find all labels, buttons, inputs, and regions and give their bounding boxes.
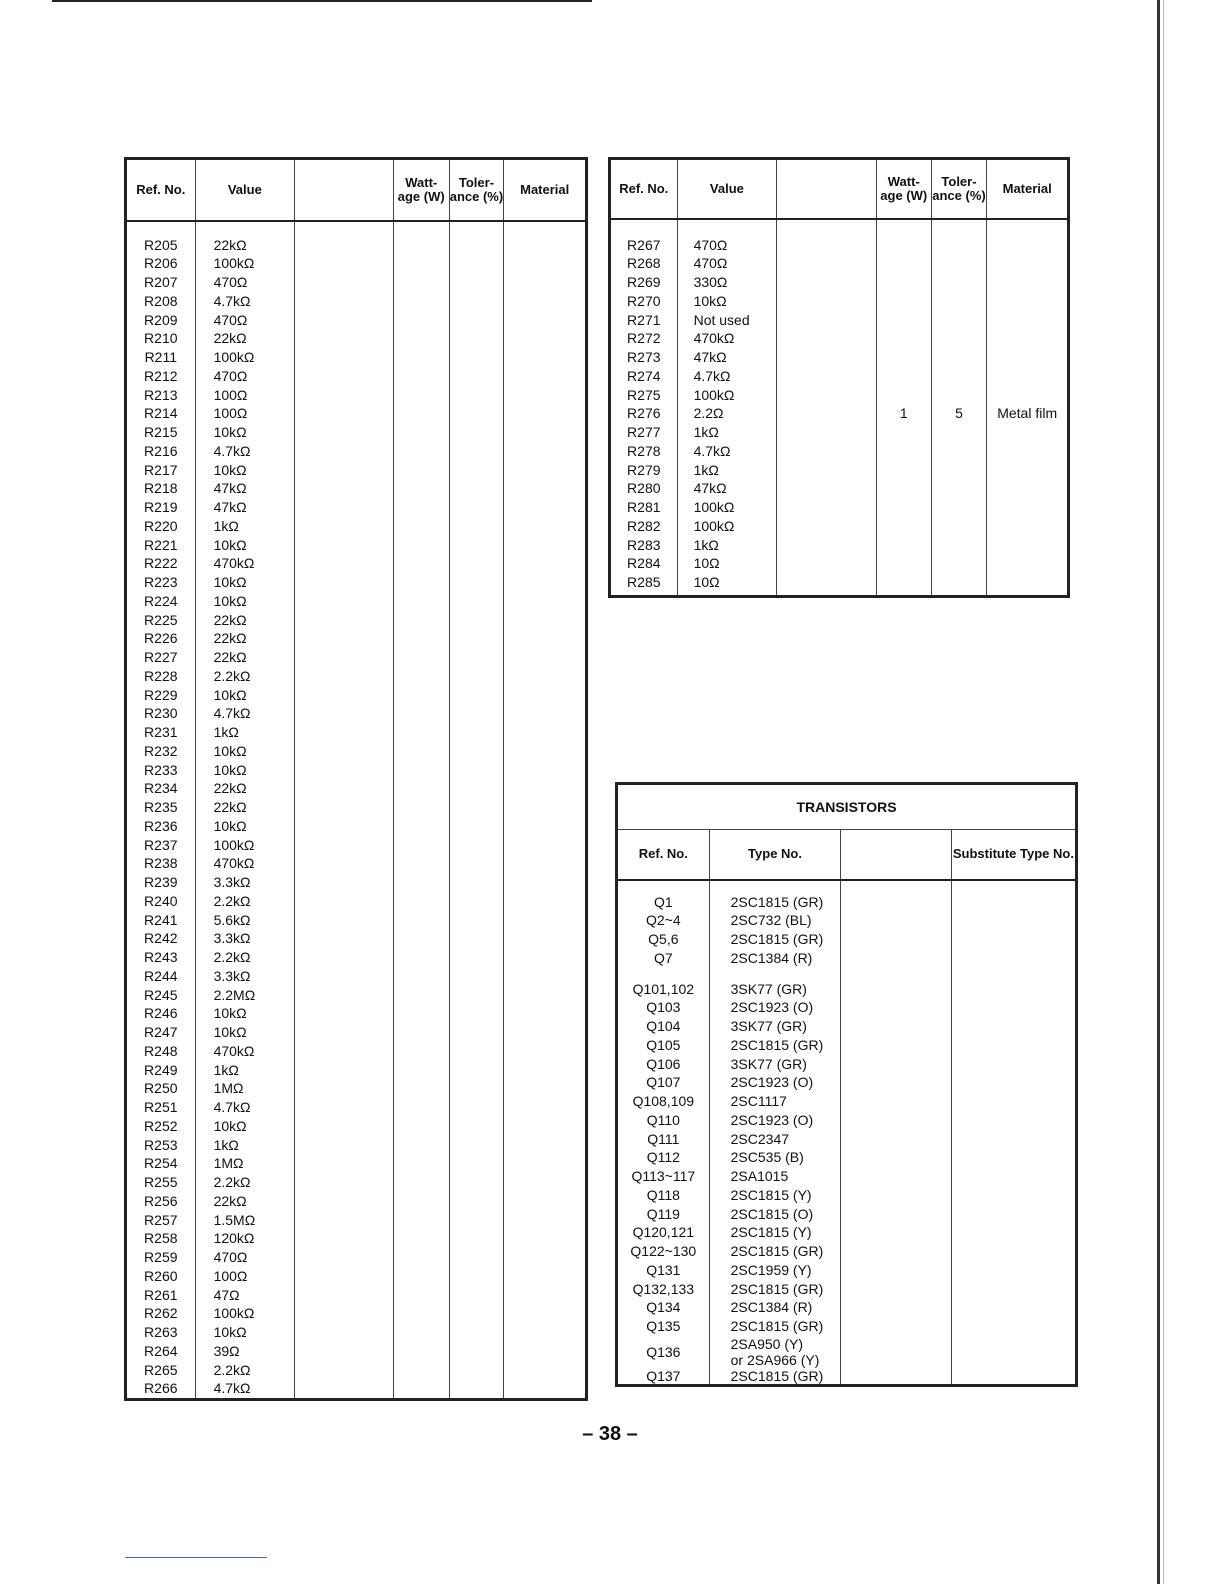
header-blank	[777, 159, 877, 219]
list-item: R254	[144, 1155, 178, 1172]
list-item: R284	[627, 555, 661, 572]
list-item: 22kΩ	[213, 780, 247, 797]
list-item: 100kΩ	[213, 349, 255, 365]
list-item: R267	[627, 236, 661, 253]
list-item: 470kΩ	[213, 1042, 255, 1059]
header-ref-no: Ref. No.	[126, 159, 196, 221]
ref-list-group1	[618, 893, 709, 968]
list-item: R230	[144, 705, 178, 722]
list-item: 2SC1923 (O)	[730, 1111, 814, 1128]
list-item: R247	[144, 1024, 178, 1040]
list-item: 2.2MΩ	[213, 986, 256, 1003]
list-item: 2SC1815 (Y)	[730, 1186, 812, 1203]
list-item: 4.7kΩ	[213, 1380, 251, 1397]
list-item: R232	[144, 742, 178, 759]
header-value: Value	[195, 159, 295, 221]
list-item: 47kΩ	[213, 499, 247, 515]
list-item: 2SC1815 (GR)	[730, 1036, 824, 1053]
list-item: R244	[144, 967, 178, 984]
list-item: R236	[144, 817, 178, 834]
list-item: R208	[144, 292, 178, 309]
blank-column	[295, 221, 394, 1400]
list-item: Q5,6	[648, 931, 679, 947]
list-item: 1kΩ	[213, 724, 239, 740]
list-item: R260	[144, 1267, 178, 1284]
list-item: 470kΩ	[693, 330, 735, 347]
ref-list	[127, 236, 195, 1399]
list-item: R275	[627, 386, 661, 403]
list-item: 4.7kΩ	[213, 705, 251, 722]
list-item: 22kΩ	[213, 236, 247, 253]
list-item: R251	[144, 1099, 178, 1115]
list-item: 2SC1117	[730, 1093, 787, 1109]
list-item: 2SC1959 (Y)	[730, 1261, 812, 1278]
list-item: R235	[144, 799, 178, 815]
list-item: R272	[627, 330, 661, 347]
list-item: 330Ω	[693, 274, 728, 290]
list-item: 3.3kΩ	[213, 930, 251, 947]
list-item: 4.7kΩ	[213, 1099, 251, 1115]
list-item: R285	[627, 574, 661, 590]
list-item: 2SC1815 (O)	[730, 1205, 814, 1222]
table-body-row	[617, 880, 1077, 1386]
list-item: 22kΩ	[213, 630, 247, 647]
list-item: 2SC1815 (GR)	[730, 931, 824, 947]
list-item: 1kΩ	[213, 1061, 239, 1078]
list-item: R214	[144, 405, 178, 422]
list-item: 10Ω	[693, 574, 720, 590]
list-item: Q112	[646, 1149, 680, 1166]
list-item: 2SC1923 (O)	[730, 1074, 814, 1091]
ref-list	[611, 236, 677, 592]
list-item: 2SC1815 (GR)	[730, 1243, 824, 1259]
list-item: Q108,109	[632, 1093, 695, 1109]
list-item: R273	[627, 349, 661, 365]
table-title-row	[617, 784, 1077, 830]
list-item: R225	[144, 611, 178, 628]
table-header-row	[126, 159, 587, 221]
bottom-rule	[125, 1557, 267, 1558]
list-item: 10kΩ	[213, 461, 247, 478]
r276-tolerance: 5	[955, 404, 963, 421]
blank-column	[841, 880, 951, 1386]
list-item: R249	[144, 1061, 178, 1078]
list-item: R215	[144, 424, 178, 440]
resistor-table-left	[124, 157, 588, 1401]
list-item: Q106	[646, 1055, 681, 1072]
list-item: R217	[144, 461, 178, 478]
list-item: Q120,121	[632, 1224, 695, 1241]
top-rule	[52, 0, 592, 2]
header-material: Material	[504, 159, 587, 221]
list-item: Q105	[646, 1036, 681, 1053]
list-item: R281	[627, 499, 661, 515]
list-item: Q134	[646, 1299, 681, 1316]
list-item: R216	[144, 442, 178, 459]
list-item: 2SC1815 (GR)	[730, 1280, 824, 1297]
list-item: 1kΩ	[693, 424, 719, 440]
q136-type-line1: 2SA950 (Y)	[730, 1335, 804, 1352]
list-item: 1kΩ	[213, 517, 239, 534]
list-item: R209	[144, 311, 178, 328]
list-item: R238	[144, 855, 178, 872]
list-item: 10kΩ	[213, 1005, 247, 1022]
list-item: 10kΩ	[213, 686, 247, 703]
list-item: Q110	[646, 1111, 680, 1128]
list-item: R264	[144, 1342, 178, 1359]
list-item: 47Ω	[213, 1286, 240, 1303]
list-item: 10kΩ	[213, 1324, 247, 1340]
list-item: 3SK77 (GR)	[730, 1018, 807, 1034]
list-item: 2SC1384 (R)	[730, 949, 813, 966]
list-item: R205	[144, 236, 178, 253]
list-item: R271	[627, 311, 661, 328]
list-item: Q118	[646, 1186, 680, 1203]
list-item: R282	[627, 517, 661, 534]
page-number: – 38 –	[582, 1423, 638, 1445]
list-item: R206	[144, 255, 178, 272]
header-wattage: Watt- age (W)	[876, 159, 931, 219]
list-item: 100Ω	[213, 1267, 248, 1284]
list-item: 1kΩ	[693, 461, 719, 478]
list-item: R212	[144, 367, 178, 384]
list-item: 10Ω	[693, 555, 720, 572]
list-item: Q113~117	[631, 1168, 696, 1184]
list-item: 2SC1815 (GR)	[730, 893, 824, 910]
list-item: R211	[144, 349, 177, 365]
list-item: R253	[144, 1136, 178, 1153]
list-item: R229	[144, 686, 178, 703]
scan-edge	[1157, 0, 1160, 1584]
list-item: R257	[144, 1211, 178, 1228]
list-item: Q119	[646, 1205, 680, 1222]
list-item: Not used	[693, 311, 750, 328]
list-item: 10kΩ	[213, 574, 247, 590]
list-item: R270	[627, 292, 661, 309]
type-list-group2	[731, 980, 841, 1336]
list-item: 2.2kΩ	[213, 1174, 251, 1190]
list-item: R224	[144, 592, 178, 609]
list-item: 10kΩ	[213, 761, 247, 778]
list-item: Q2~4	[646, 912, 681, 929]
list-item: R240	[144, 892, 178, 909]
list-item: 47kΩ	[693, 480, 727, 497]
list-item: 2SC732 (BL)	[730, 912, 812, 929]
list-item: 10kΩ	[213, 742, 247, 759]
list-item: R256	[144, 1192, 178, 1209]
list-item: R266	[144, 1380, 178, 1397]
list-item: 470kΩ	[213, 855, 255, 872]
header-ref-no: Ref. No.	[617, 830, 710, 880]
list-item: 22kΩ	[213, 330, 247, 347]
list-item: 470Ω	[693, 236, 728, 253]
list-item: R234	[144, 780, 178, 797]
list-item: R222	[144, 555, 178, 572]
list-item: 120kΩ	[213, 1230, 255, 1247]
list-item: 10kΩ	[693, 292, 727, 309]
list-item: Q122~130	[630, 1243, 697, 1259]
value-list	[214, 236, 295, 1399]
list-item: 470Ω	[213, 274, 248, 290]
header-type-no: Type No.	[709, 830, 841, 880]
list-item: R262	[144, 1305, 178, 1322]
list-item: R239	[144, 874, 178, 890]
list-item: R280	[627, 480, 661, 497]
header-wattage: Watt- age (W)	[393, 159, 449, 221]
list-item: 2.2kΩ	[213, 1361, 251, 1378]
table-body-row	[610, 219, 1069, 597]
list-item: 2SC1384 (R)	[730, 1299, 813, 1316]
list-item: 2SC1815 (GR)	[730, 1318, 824, 1334]
list-item: 470Ω	[213, 367, 248, 384]
list-item: Q101,102	[632, 980, 695, 997]
scan-edge-shadow	[1163, 0, 1164, 1584]
list-item: 10kΩ	[213, 424, 247, 440]
list-item: 4.7kΩ	[693, 442, 731, 459]
list-item: 100kΩ	[213, 836, 255, 853]
list-item: 470kΩ	[213, 555, 255, 572]
tolerance-column	[449, 221, 504, 1400]
r276-wattage: 1	[899, 404, 908, 421]
list-item: R220	[144, 517, 178, 534]
list-item: R261	[144, 1286, 178, 1303]
list-item: 1MΩ	[213, 1155, 244, 1172]
list-item: 2SC2347	[730, 1130, 790, 1147]
list-item: 2SC1815 (Y)	[730, 1224, 812, 1241]
list-item: 1MΩ	[213, 1080, 244, 1097]
type-list-group1	[731, 893, 841, 968]
list-item: R242	[144, 930, 178, 947]
list-item: 22kΩ	[213, 1192, 247, 1209]
list-item: 2.2kΩ	[213, 949, 251, 965]
list-item: R243	[144, 949, 178, 965]
list-item: Q107	[646, 1074, 681, 1091]
list-item: 100kΩ	[693, 517, 735, 534]
list-item: 2.2Ω	[693, 405, 724, 422]
list-item: 22kΩ	[213, 799, 247, 815]
list-item: Q7	[653, 949, 673, 966]
list-item: 1kΩ	[693, 536, 719, 553]
list-item: 100Ω	[213, 386, 248, 403]
table-body-row	[126, 221, 587, 1400]
list-item: 2SC1923 (O)	[730, 999, 814, 1016]
q136-ref: Q136	[646, 1343, 681, 1360]
list-item: R226	[144, 630, 178, 647]
wattage-column	[393, 221, 449, 1400]
list-item: R283	[627, 536, 661, 553]
list-item: 4.7kΩ	[213, 292, 251, 309]
q137-ref: Q137	[646, 1367, 681, 1384]
list-item: Q104	[646, 1018, 681, 1034]
header-tolerance: Toler- ance (%)	[931, 159, 987, 219]
list-item: 470Ω	[213, 311, 248, 328]
list-item: R227	[144, 649, 178, 665]
list-item: 100kΩ	[213, 1305, 255, 1322]
list-item: 1kΩ	[213, 1136, 239, 1153]
transistor-table	[615, 782, 1078, 1387]
list-item: R219	[144, 499, 178, 515]
list-item: 5.6kΩ	[213, 911, 251, 928]
list-item: R277	[627, 424, 661, 440]
r276-material: Metal film	[997, 404, 1058, 421]
list-item: R213	[144, 386, 178, 403]
header-substitute: Substitute Type No.	[951, 830, 1076, 880]
list-item: R279	[627, 461, 661, 478]
substitute-column	[951, 880, 1076, 1386]
list-item: 39Ω	[213, 1342, 240, 1359]
resistor-table-right	[608, 157, 1070, 598]
list-item: 10kΩ	[213, 536, 247, 553]
list-item: R221	[144, 536, 178, 553]
list-item: R223	[144, 574, 178, 590]
list-item: 47kΩ	[213, 480, 247, 497]
list-item: R250	[144, 1080, 178, 1097]
list-item: 4.7kΩ	[213, 442, 251, 459]
material-column	[504, 221, 587, 1400]
list-item: R237	[144, 836, 178, 853]
table-header-row	[610, 159, 1069, 219]
list-item: 10kΩ	[213, 1024, 247, 1040]
list-item: R269	[627, 274, 661, 290]
table-header-row	[617, 830, 1077, 880]
list-item: R263	[144, 1324, 178, 1340]
list-item: R241	[144, 911, 178, 928]
list-item: R218	[144, 480, 178, 497]
list-item: 3SK77 (GR)	[730, 980, 807, 997]
list-item: R265	[144, 1361, 178, 1378]
list-item: R278	[627, 442, 661, 459]
list-item: 470Ω	[693, 255, 728, 272]
list-item: Q111	[647, 1130, 680, 1147]
list-item: 100Ω	[213, 405, 248, 422]
header-tolerance: Toler- ance (%)	[449, 159, 504, 221]
list-item: Q132,133	[632, 1280, 695, 1297]
list-item: 100kΩ	[213, 255, 255, 272]
list-item: 10kΩ	[213, 592, 247, 609]
list-item: Q131	[646, 1261, 681, 1278]
q136-type-line2: or 2SA966 (Y)	[730, 1351, 820, 1368]
list-item: R252	[144, 1117, 178, 1134]
list-item: R231	[144, 724, 178, 740]
list-item: R207	[144, 274, 178, 290]
list-item: R248	[144, 1042, 178, 1059]
list-item: 3.3kΩ	[213, 874, 251, 890]
list-item: R246	[144, 1005, 178, 1022]
list-item: R255	[144, 1174, 178, 1190]
list-item: 470Ω	[213, 1249, 248, 1265]
list-item: R274	[627, 367, 661, 384]
list-item: 100kΩ	[693, 499, 735, 515]
list-item: R245	[144, 986, 178, 1003]
list-item: 22kΩ	[213, 611, 247, 628]
list-item: R258	[144, 1230, 178, 1247]
header-ref-no: Ref. No.	[610, 159, 678, 219]
transistors-title: TRANSISTORS	[617, 784, 1077, 830]
list-item: Q1	[653, 893, 673, 910]
list-item: 10kΩ	[213, 817, 247, 834]
header-material: Material	[987, 159, 1069, 219]
header-blank	[841, 830, 951, 880]
list-item: 3SK77 (GR)	[730, 1055, 807, 1072]
list-item: 47kΩ	[693, 349, 727, 365]
list-item: R228	[144, 667, 178, 684]
value-list	[694, 236, 777, 592]
list-item: Q103	[646, 999, 681, 1016]
blank-column	[777, 219, 877, 597]
list-item: 4.7kΩ	[693, 367, 731, 384]
ref-list-group2	[618, 980, 709, 1336]
list-item: 2SC535 (B)	[730, 1149, 804, 1166]
list-item: R268	[627, 255, 661, 272]
q137-type: 2SC1815 (GR)	[730, 1367, 824, 1384]
list-item: 2.2kΩ	[213, 667, 251, 684]
header-value: Value	[677, 159, 777, 219]
list-item: 100kΩ	[693, 386, 735, 403]
list-item: 1.5MΩ	[213, 1211, 256, 1228]
list-item: R276	[627, 405, 661, 422]
list-item: 2.2kΩ	[213, 892, 251, 909]
list-item: 22kΩ	[213, 649, 247, 665]
list-item: 2SA1015	[730, 1168, 789, 1184]
list-item: R233	[144, 761, 178, 778]
list-item: R259	[144, 1249, 178, 1265]
list-item: Q135	[646, 1318, 681, 1334]
header-blank	[295, 159, 394, 221]
list-item: 3.3kΩ	[213, 967, 251, 984]
list-item: R210	[144, 330, 178, 347]
list-item: 10kΩ	[213, 1117, 247, 1134]
